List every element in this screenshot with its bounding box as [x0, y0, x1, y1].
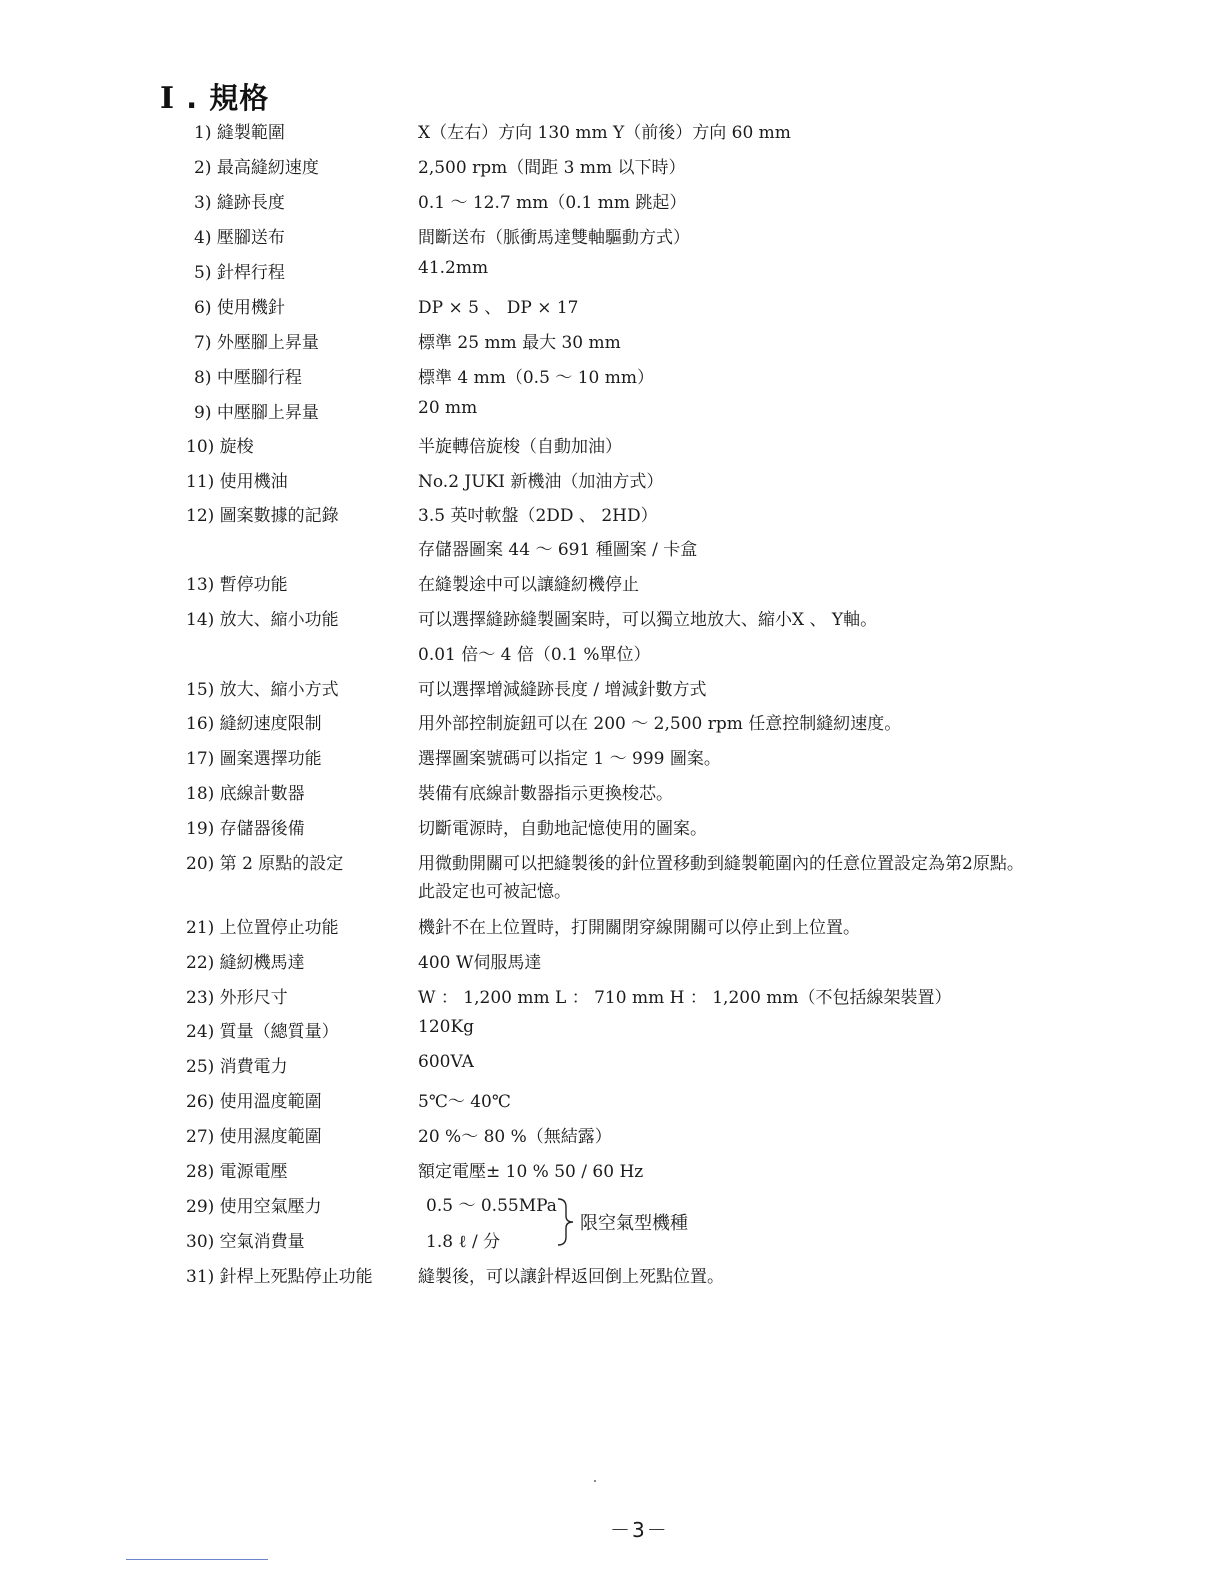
spec-value: 用微動開關可以把縫製後的針位置移動到縫製範圍內的任意位置設定為第2原點。 [418, 854, 1024, 874]
spec-value: X（左右）方向 130 mm Y（前後）方向 60 mm [418, 123, 791, 143]
spec-value: 在縫製途中可以讓縫紉機停止 [418, 575, 639, 595]
spec-value: W ： 1,200 mm L ： 710 mm H ： 1,200 mm（不包括線架裝置） [418, 988, 952, 1008]
spec-value: 標準 25 mm 最大 30 mm [418, 333, 621, 353]
spec-label: 29) 使用空氣壓力 [186, 1197, 322, 1217]
spec-label: 20) 第 2 原點的設定 [186, 854, 344, 874]
spec-label: 3) 縫跡長度 [194, 193, 285, 213]
air-pressure-value: 0.5 ～ 0.55MPa [426, 1196, 557, 1216]
spec-value: 400 W伺服馬達 [418, 953, 542, 973]
spec-label: 7) 外壓腳上昇量 [194, 333, 319, 353]
spec-label: 16) 縫紉速度限制 [186, 714, 322, 734]
spec-label: 27) 使用濕度範圍 [186, 1127, 322, 1147]
spec-value: 20 mm [418, 398, 478, 418]
spec-label: 6) 使用機針 [194, 298, 285, 318]
spec-value: 用外部控制旋鈕可以在 200 ～ 2,500 rpm 任意控制縫紉速度。 [418, 714, 902, 734]
spec-label: 24) 質量（總質量） [186, 1022, 339, 1042]
spec-value: DP × 5 、 DP × 17 [418, 298, 579, 318]
spec-value: 5℃～ 40℃ [418, 1092, 511, 1112]
page-number: －3－ [610, 1518, 669, 1542]
spec-label: 26) 使用溫度範圍 [186, 1092, 322, 1112]
spec-label: 5) 針桿行程 [194, 263, 285, 283]
spec-label: 18) 底線計數器 [186, 784, 305, 804]
spec-value: 600VA [418, 1052, 474, 1072]
spec-label: 1) 縫製範圍 [194, 123, 285, 143]
spec-value: 可以選擇增減縫跡長度 / 增減針數方式 [418, 680, 707, 700]
spec-value: 機針不在上位置時，打開關閉穿線開關可以停止到上位置。 [418, 918, 860, 938]
footer-rule [126, 1559, 268, 1560]
spec-label: 21) 上位置停止功能 [186, 918, 339, 938]
spec-value: 2,500 rpm（間距 3 mm 以下時） [418, 158, 686, 178]
spec-label: 15) 放大、縮小方式 [186, 680, 339, 700]
spec-label: 8) 中壓腳行程 [194, 368, 302, 388]
section-title [160, 76, 269, 117]
spec-label: 25) 消費電力 [186, 1057, 288, 1077]
curly-brace-icon [554, 1197, 576, 1247]
spec-value: 裝備有底線計數器指示更換梭芯。 [418, 784, 673, 804]
spec-label: 13) 暫停功能 [186, 575, 288, 595]
spec-label: 23) 外形尺寸 [186, 988, 288, 1008]
spec-label: 4) 壓腳送布 [194, 228, 285, 248]
spec-value: No.2 JUKI 新機油（加油方式） [418, 472, 664, 492]
section-number: I [160, 81, 176, 116]
spec-label: 9) 中壓腳上昇量 [194, 403, 319, 423]
spec-label: 10) 旋梭 [186, 437, 254, 457]
spec-value: 此設定也可被記憶。 [418, 882, 571, 902]
section-heading: . 規格 [186, 81, 270, 115]
spec-label: 14) 放大、縮小功能 [186, 610, 339, 630]
spec-label: 28) 電源電壓 [186, 1162, 288, 1182]
spec-value: 標準 4 mm（0.5 ～ 10 mm） [418, 368, 654, 388]
spec-value: 41.2mm [418, 258, 489, 278]
spec-value: 3.5 英吋軟盤（2DD 、 2HD） [418, 506, 658, 526]
spec-value: 縫製後，可以讓針桿返回倒上死點位置。 [418, 1267, 724, 1287]
spec-value: 存儲器圖案 44 ～ 691 種圖案 / 卡盒 [418, 540, 698, 560]
spec-label: 19) 存儲器後備 [186, 819, 305, 839]
spec-label: 11) 使用機油 [186, 472, 288, 492]
spec-value: 額定電壓± 10 % 50 / 60 Hz [418, 1162, 644, 1182]
spec-label: 12) 圖案數據的記錄 [186, 506, 339, 526]
spec-value: 切斷電源時，自動地記憶使用的圖案。 [418, 819, 707, 839]
spec-label: 2) 最高縫紉速度 [194, 158, 319, 178]
spec-value: 選擇圖案號碼可以指定 1 ～ 999 圖案。 [418, 749, 721, 769]
spec-value: 20 %～ 80 %（無結露） [418, 1127, 612, 1147]
spec-label: 31) 針桿上死點停止功能 [186, 1267, 373, 1287]
spec-value: 120Kg [418, 1017, 475, 1037]
spec-value: 間斷送布（脈衝馬達雙軸驅動方式） [418, 228, 690, 248]
air-type-note: 限空氣型機種 [580, 1213, 688, 1234]
air-consumption-value: 1.8 ℓ / 分 [426, 1232, 501, 1252]
spec-label: 22) 縫紉機馬達 [186, 953, 305, 973]
spec-value: 可以選擇縫跡縫製圖案時，可以獨立地放大、縮小X 、 Y軸。 [418, 610, 878, 630]
spec-label: 17) 圖案選擇功能 [186, 749, 322, 769]
spec-value: 0.1 ～ 12.7 mm（0.1 mm 跳起） [418, 193, 687, 213]
spec-value: 0.01 倍～ 4 倍（0.1 %單位） [418, 645, 651, 665]
air-spec-group [418, 1191, 738, 1261]
spec-label: 30) 空氣消費量 [186, 1232, 305, 1252]
spec-value: 半旋轉倍旋梭（自動加油） [418, 437, 622, 457]
scan-speck [594, 1480, 596, 1482]
